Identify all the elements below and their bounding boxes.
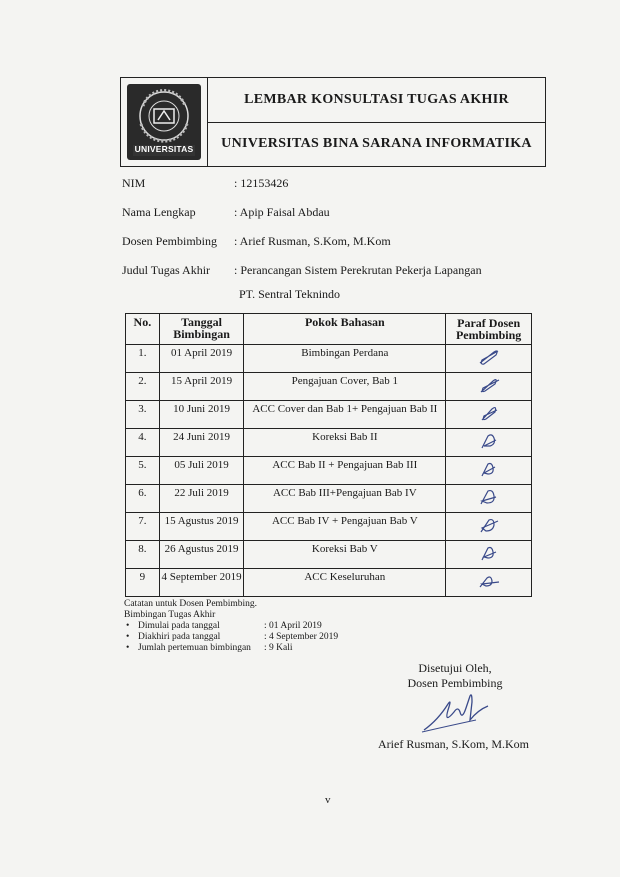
row-topic: Koreksi Bab II	[244, 429, 446, 457]
row-no: 1.	[126, 345, 160, 373]
row-date: 05 Juli 2019	[159, 457, 244, 485]
row-date: 01 April 2019	[159, 345, 244, 373]
notes-heading: Catatan untuk Dosen Pembimbing.	[124, 599, 257, 609]
row-date: 10 Juni 2019	[159, 401, 244, 429]
row-no: 5.	[126, 457, 160, 485]
row-date: 24 Juni 2019	[159, 429, 244, 457]
row-topic: Pengajuan Cover, Bab 1	[244, 373, 446, 401]
col-header-no: No.	[126, 314, 160, 345]
row-no: 4.	[126, 429, 160, 457]
row-topic: ACC Bab IV + Pengajuan Bab V	[244, 513, 446, 541]
note-count-value: : 9 Kali	[264, 643, 293, 653]
row-date: 22 Juli 2019	[159, 485, 244, 513]
row-date: 15 April 2019	[159, 373, 244, 401]
note-start-label: Dimulai pada tanggal	[138, 621, 220, 631]
table-row	[126, 457, 532, 485]
note-start-value: : 01 April 2019	[264, 621, 322, 631]
nim-label: NIM	[122, 176, 146, 190]
nim-value: : 12153426	[234, 176, 289, 190]
advisor-signature	[418, 690, 498, 739]
page-number: v	[325, 794, 331, 806]
thesis-value-continued: PT. Sentral Teknindo	[239, 287, 341, 301]
row-signature	[446, 485, 532, 513]
logo-cell	[121, 78, 208, 166]
row-topic: ACC Keseluruhan	[244, 569, 446, 597]
row-no: 2.	[126, 373, 160, 401]
note-end	[124, 632, 339, 643]
row-signature	[446, 541, 532, 569]
table-row	[126, 569, 532, 597]
university-logo	[127, 84, 201, 160]
advisor-label: Dosen Pembimbing	[122, 234, 217, 248]
col-header-sign	[446, 314, 532, 345]
note-end-value: : 4 September 2019	[264, 632, 339, 642]
row-topic: ACC Bab III+Pengajuan Bab IV	[244, 485, 446, 513]
thesis-value: : Perancangan Sistem Perekrutan Pekerja Lapangan	[234, 263, 482, 277]
col-header-topic: Pokok Bahasan	[244, 314, 446, 345]
col-header-date-line2: Bimbingan	[173, 327, 230, 341]
initial-signature-icon	[474, 348, 504, 366]
table-row	[126, 401, 532, 429]
initial-signature-icon	[474, 488, 504, 506]
row-topic: Bimbingan Perdana	[244, 345, 446, 373]
advisor-value: : Arief Rusman, S.Kom, M.Kom	[234, 234, 391, 248]
row-no: 7.	[126, 513, 160, 541]
row-topic: ACC Cover dan Bab 1+ Pengajuan Bab II	[244, 401, 446, 429]
row-topic: ACC Bab II + Pengajuan Bab III	[244, 457, 446, 485]
col-header-date-line1: Tanggal	[181, 315, 223, 329]
col-header-date	[159, 314, 244, 345]
document-header	[120, 77, 546, 167]
row-date: 26 Agustus 2019	[159, 541, 244, 569]
approval-line1: Disetujui Oleh,	[418, 661, 492, 675]
row-signature	[446, 345, 532, 373]
note-count-label: Jumlah pertemuan bimbingan	[138, 643, 251, 653]
initial-signature-icon	[474, 544, 504, 562]
notes-subheading: Bimbingan Tugas Akhir	[124, 610, 216, 620]
consultation-table	[125, 313, 532, 597]
row-signature	[446, 457, 532, 485]
row-no: 6.	[126, 485, 160, 513]
approval-block	[380, 661, 530, 691]
table-row	[126, 513, 532, 541]
table-header-row	[126, 314, 532, 345]
initial-signature-icon	[474, 572, 504, 590]
advisor-notes	[124, 599, 339, 654]
name-value: : Apip Faisal Abdau	[234, 205, 330, 219]
note-end-label: Diakhiri pada tanggal	[138, 632, 221, 642]
logo-text: UNIVERSITAS	[134, 144, 194, 154]
institution-name: UNIVERSITAS BINA SARANA INFORMATIKA	[221, 136, 532, 152]
row-date: 15 Agustus 2019	[159, 513, 244, 541]
row-signature	[446, 569, 532, 597]
table-row	[126, 345, 532, 373]
table-row	[126, 429, 532, 457]
initial-signature-icon	[474, 432, 504, 450]
document-title: LEMBAR KONSULTASI TUGAS AKHIR	[208, 78, 545, 123]
row-date: 4 September 2019	[159, 569, 244, 597]
initial-signature-icon	[474, 516, 504, 534]
table-row	[126, 485, 532, 513]
table-row	[126, 541, 532, 569]
header-titles	[208, 78, 545, 166]
row-no: 3.	[126, 401, 160, 429]
thesis-label: Judul Tugas Akhir	[122, 263, 211, 277]
note-start	[124, 621, 322, 632]
col-header-sign-line1: Paraf Dosen	[457, 316, 521, 330]
approval-line2: Dosen Pembimbing	[407, 676, 503, 690]
initial-signature-icon	[474, 376, 504, 394]
initial-signature-icon	[474, 404, 504, 422]
col-header-sign-line2: Pembimbing	[455, 328, 522, 342]
table-row	[126, 373, 532, 401]
initial-signature-icon	[474, 460, 504, 478]
row-signature	[446, 513, 532, 541]
row-no: 9	[126, 569, 160, 597]
signature-icon	[418, 690, 498, 734]
row-topic: Koreksi Bab V	[244, 541, 446, 569]
signer-name: Arief Rusman, S.Kom, M.Kom	[378, 737, 529, 751]
name-label: Nama Lengkap	[122, 205, 196, 219]
row-signature	[446, 429, 532, 457]
row-signature	[446, 401, 532, 429]
row-signature	[446, 373, 532, 401]
row-no: 8.	[126, 541, 160, 569]
note-count	[124, 643, 293, 654]
